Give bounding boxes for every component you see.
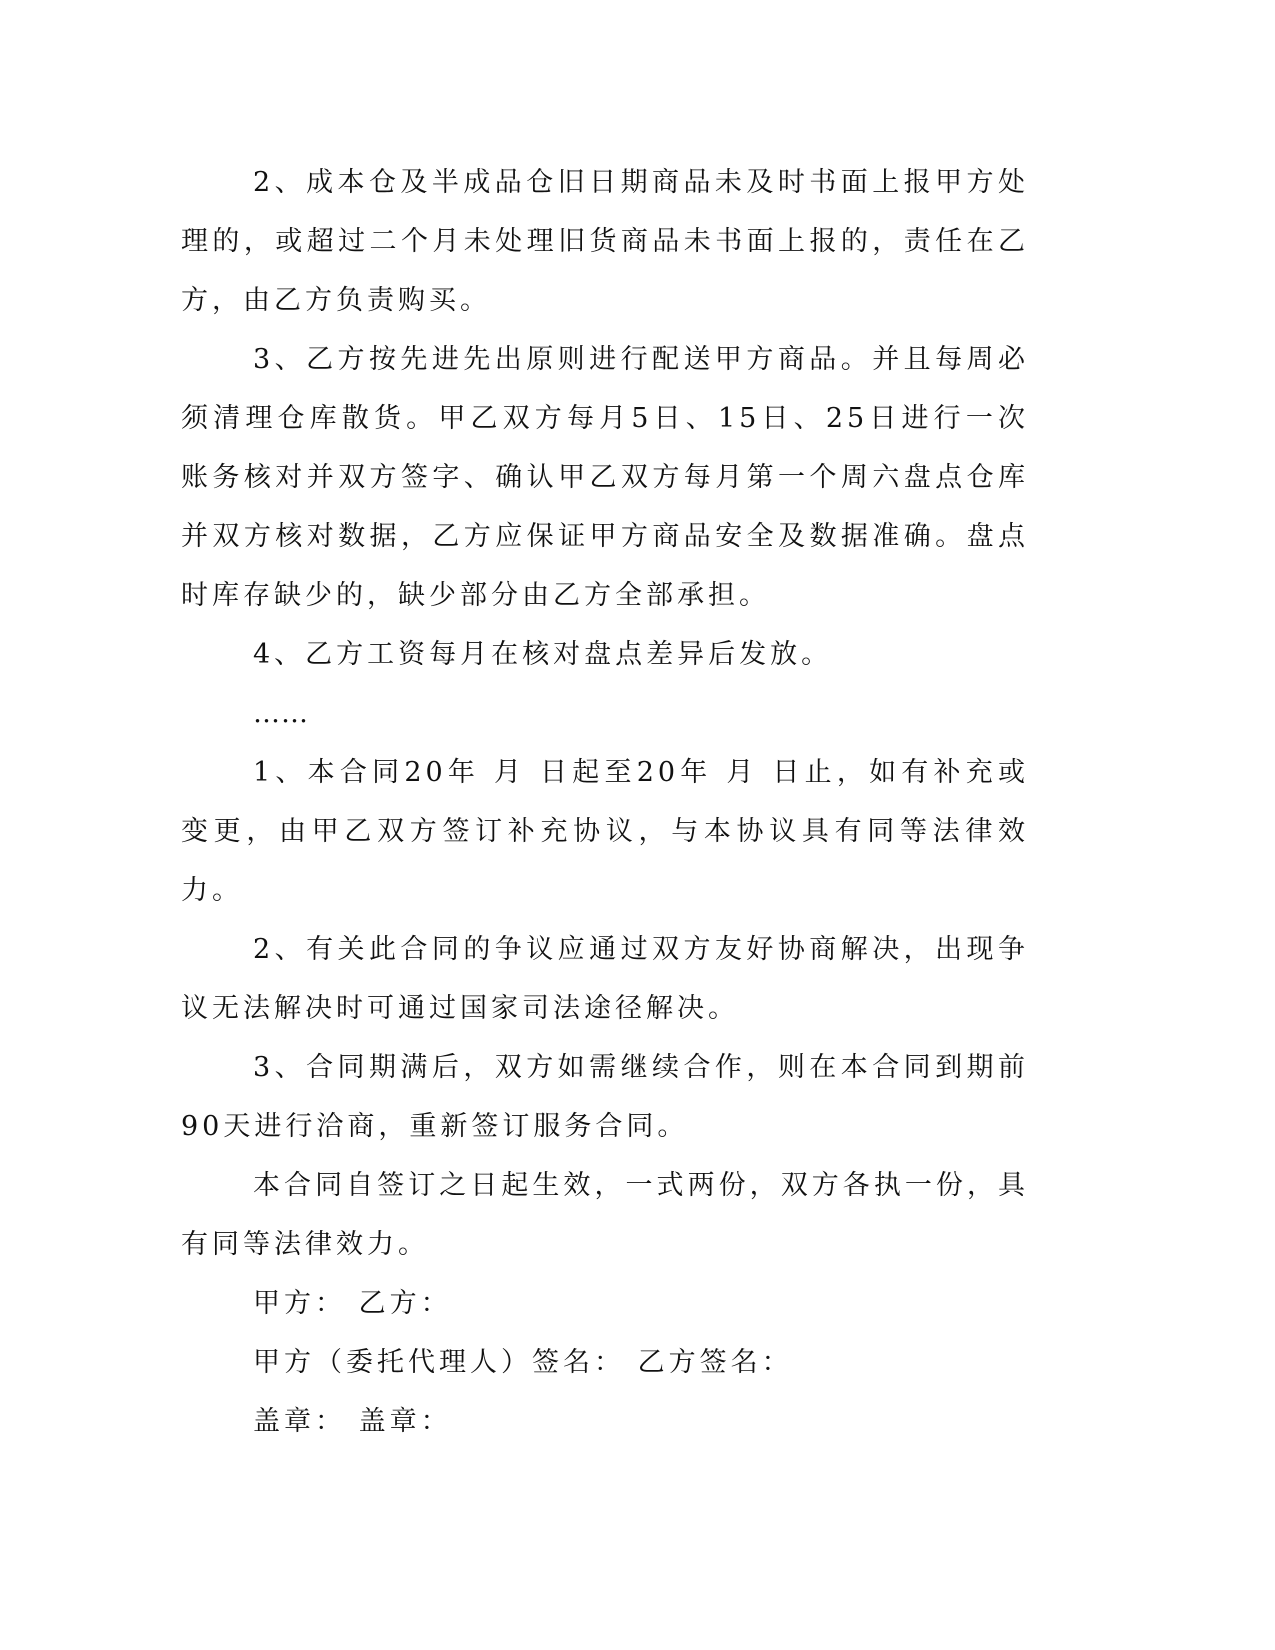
effective-clause: 本合同自签订之日起生效，一式两份，双方各执一份，具有同等法律效力。 <box>181 1170 1029 1260</box>
seal-line: 盖章： 盖章： <box>253 1406 452 1437</box>
document-page <box>181 153 1029 1451</box>
clause-2-stock-handling: 2、成本仓及半成品仓旧日期商品未及时书面上报甲方处理的，或超过二个月未处理旧货商品未书面上报的，责任在乙方，由乙方负责购买。 <box>181 167 1029 316</box>
signature-line: 甲方（委托代理人）签名： 乙方签名： <box>253 1347 793 1378</box>
term-clause-1-duration: 1、本合同20年 月 日起至20年 月 日止，如有补充或变更，由甲乙双方签订补充协议，与本协议具有同等法律效力。 <box>181 757 1029 906</box>
clause-3-fifo-delivery: 3、乙方按先进先出原则进行配送甲方商品。并且每周必须清理仓库散货。甲乙双方每月5日、15日、25日进行一次账务核对并双方签字、确认甲乙双方每月第一个周六盘点仓库并双方核对数据，乙方应保证甲方商品安全及数据准确。盘点时库存缺少的，缺少部分由乙方全部承担。 <box>181 344 1029 611</box>
omission-ellipsis: …… <box>253 698 309 729</box>
party-line: 甲方： 乙方： <box>253 1288 452 1319</box>
term-clause-2-disputes: 2、有关此合同的争议应通过双方友好协商解决，出现争议无法解决时可通过国家司法途径解决。 <box>181 934 1029 1024</box>
term-clause-3-renewal: 3、合同期满后，双方如需继续合作，则在本合同到期前90天进行洽商，重新签订服务合同。 <box>181 1052 1029 1142</box>
clause-4-salary: 4、乙方工资每月在核对盘点差异后发放。 <box>253 639 833 670</box>
